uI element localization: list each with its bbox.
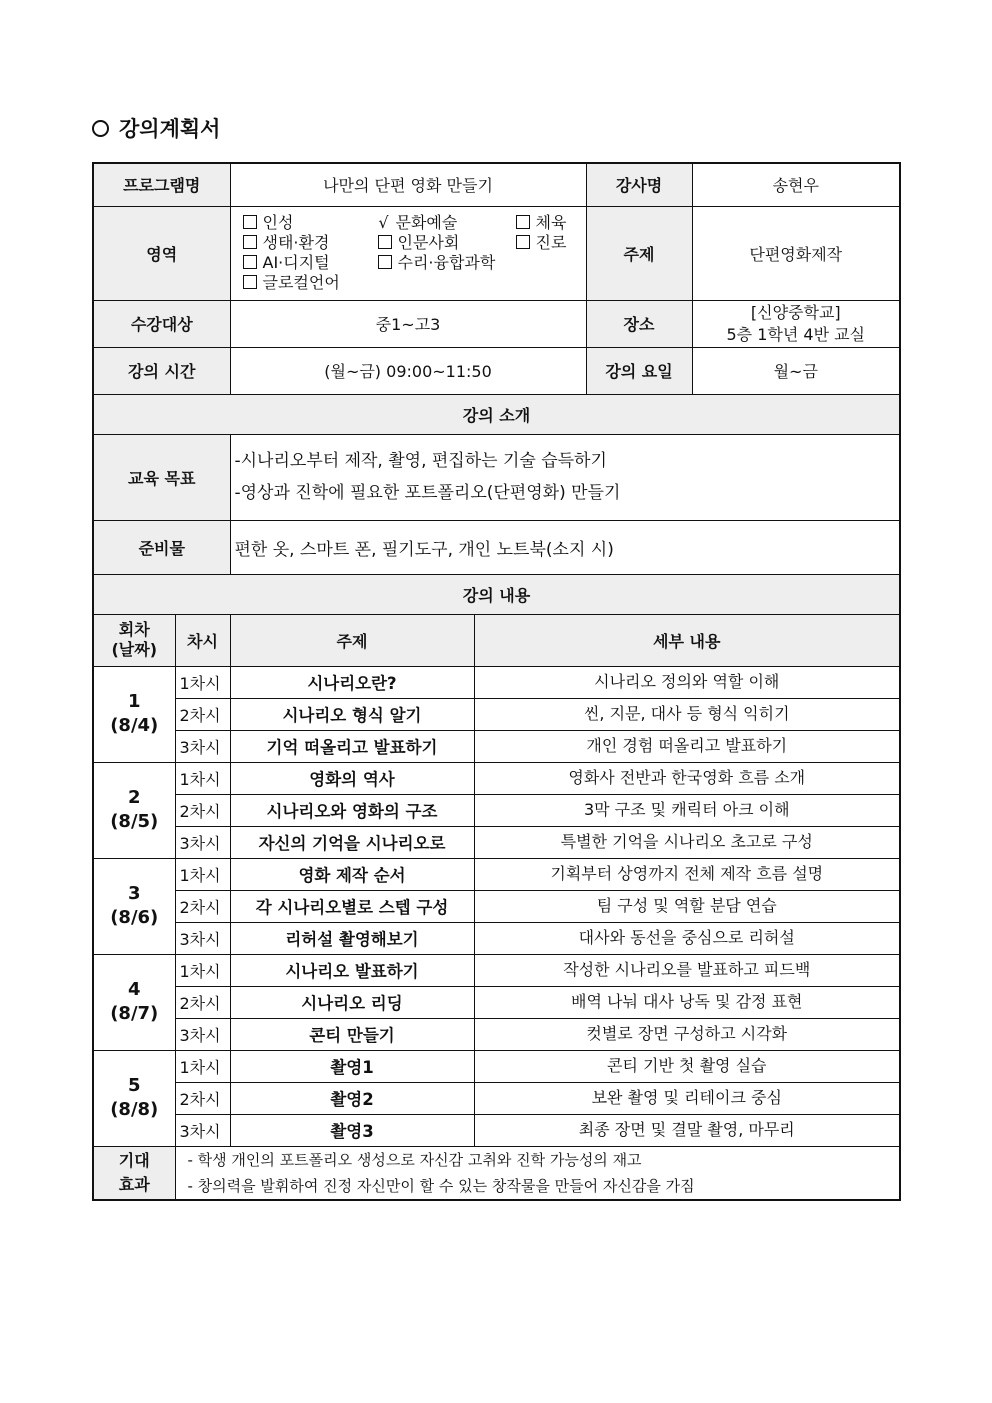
table-row: [93, 1114, 900, 1146]
goal-label: 교육 목표: [93, 434, 230, 520]
detail-cell: 최종 장면 및 결말 촬영, 마무리: [474, 1114, 900, 1146]
area-option-label: 진로: [535, 233, 567, 252]
area-label: 영역: [93, 206, 230, 300]
circle-bullet-icon: [92, 120, 109, 137]
detail-cell: 기획부터 상영까지 전체 제작 흐름 설명: [474, 858, 900, 890]
row-intro-heading: [93, 394, 900, 434]
row-area: [93, 206, 900, 300]
period-cell: 3차시: [175, 1114, 230, 1146]
target-value: 중1~고3: [230, 300, 586, 347]
session-number: 4: [127, 979, 141, 1000]
content-heading: 강의 내용: [93, 574, 900, 614]
detail-cell: 특별한 기억을 시나리오 초고로 구성: [474, 826, 900, 858]
row-content-columns: [93, 614, 900, 666]
materials-value: 편한 옷, 스마트 폰, 필기도구, 개인 노트북(소지 시): [230, 520, 900, 574]
area-option-label: 문화예술: [395, 213, 458, 232]
checkbox-icon: [516, 215, 530, 229]
goal-line-1: -시나리오부터 제작, 촬영, 편집하는 기술 습득하기: [234, 451, 607, 471]
day-value: 월~금: [692, 347, 900, 394]
row-materials: [93, 520, 900, 574]
target-label: 수강대상: [93, 300, 230, 347]
checkbox-icon: [243, 235, 257, 249]
lecture-plan-table: [92, 162, 901, 1201]
detail-cell: 보완 촬영 및 리테이크 중심: [474, 1082, 900, 1114]
goal-content: [230, 434, 900, 520]
row-time: [93, 347, 900, 394]
instructor-name: 송현우: [692, 163, 900, 206]
table-row: [93, 826, 900, 858]
area-option-label: 생태·환경: [262, 233, 330, 252]
checkbox-icon: [516, 235, 530, 249]
session-cell: [93, 954, 175, 1050]
topic-cell: 촬영1: [230, 1050, 474, 1082]
session-date: (8/7): [110, 1003, 159, 1024]
row-content-heading: [93, 574, 900, 614]
instructor-label: 강사명: [586, 163, 692, 206]
detail-cell: 컷별로 장면 구성하고 시각화: [474, 1018, 900, 1050]
page-title: [92, 113, 220, 143]
row-effect: [93, 1146, 900, 1200]
session-number: 3: [127, 883, 141, 904]
goal-line-2: -영상과 진학에 필요한 포트폴리오(단편영화) 만들기: [234, 483, 621, 503]
row-program: [93, 163, 900, 206]
page-title-text: 강의계획서: [119, 117, 221, 141]
area-option-label: 수리·융합과학: [397, 253, 496, 272]
area-option: [243, 213, 378, 233]
checkbox-icon: [378, 255, 392, 269]
area-option-label: AI·디지털: [262, 253, 330, 272]
period-cell: 3차시: [175, 922, 230, 954]
period-cell: 2차시: [175, 890, 230, 922]
table-row: [93, 922, 900, 954]
materials-label: 준비물: [93, 520, 230, 574]
detail-cell: 3막 구조 및 캐릭터 아크 이해: [474, 794, 900, 826]
session-cell: [93, 858, 175, 954]
area-option: [378, 233, 516, 253]
period-cell: 1차시: [175, 666, 230, 698]
area-option: [243, 233, 378, 253]
session-number: 5: [127, 1075, 141, 1096]
table-row: [93, 794, 900, 826]
session-cell: [93, 1050, 175, 1146]
table-row: [93, 1018, 900, 1050]
effect-label: [93, 1146, 175, 1200]
topic-cell: 각 시나리오별로 스텝 구성: [230, 890, 474, 922]
period-cell: 3차시: [175, 730, 230, 762]
table-row: [93, 1050, 900, 1082]
area-checkbox-grid: [231, 213, 586, 293]
detail-cell: 대사와 동선을 중심으로 리허설: [474, 922, 900, 954]
topic-cell: 촬영3: [230, 1114, 474, 1146]
effect-label-1: 기대: [118, 1150, 150, 1170]
period-cell: 3차시: [175, 1018, 230, 1050]
checkbox-icon: [243, 275, 257, 289]
effect-line-2: - 창의력을 발휘하여 진정 자신만이 할 수 있는 창작물을 만들어 자신감을 가짐: [187, 1176, 695, 1195]
checkmark-icon: √: [378, 213, 389, 232]
table-row: [93, 954, 900, 986]
col-session-text: 회차: [118, 620, 150, 639]
area-option-label: 인성: [262, 213, 294, 232]
period-cell: 1차시: [175, 858, 230, 890]
detail-cell: 개인 경험 떠올리고 발표하기: [474, 730, 900, 762]
period-cell: 2차시: [175, 794, 230, 826]
period-cell: 2차시: [175, 698, 230, 730]
area-option-label: 체육: [535, 213, 567, 232]
area-option: [378, 213, 516, 233]
area-option: [243, 253, 378, 273]
topic-label: 주제: [586, 206, 692, 300]
session-number: 2: [127, 787, 141, 808]
time-label: 강의 시간: [93, 347, 230, 394]
area-option: [378, 253, 516, 273]
period-cell: 1차시: [175, 1050, 230, 1082]
detail-cell: 시나리오 정의와 역할 이해: [474, 666, 900, 698]
table-row: [93, 762, 900, 794]
topic-value: 단편영화제작: [692, 206, 900, 300]
col-detail-header: 세부 내용: [474, 614, 900, 666]
table-row: [93, 986, 900, 1018]
period-cell: 2차시: [175, 986, 230, 1018]
detail-cell: 팀 구성 및 역할 분담 연습: [474, 890, 900, 922]
col-session-header: [93, 614, 175, 666]
period-cell: 2차시: [175, 1082, 230, 1114]
day-label: 강의 요일: [586, 347, 692, 394]
session-cell: [93, 666, 175, 762]
table-row: [93, 1082, 900, 1114]
table-row: [93, 730, 900, 762]
place-line-2: 5층 1학년 4반 교실: [726, 324, 866, 344]
area-options: [230, 206, 586, 300]
detail-cell: 씬, 지문, 대사 등 형식 익히기: [474, 698, 900, 730]
topic-cell: 시나리오 형식 알기: [230, 698, 474, 730]
area-option: [516, 233, 586, 253]
effect-content: [175, 1146, 900, 1200]
detail-cell: 배역 나눠 대사 낭독 및 감정 표현: [474, 986, 900, 1018]
area-option-label: 인문사회: [397, 233, 460, 252]
row-goal: [93, 434, 900, 520]
topic-cell: 콘티 만들기: [230, 1018, 474, 1050]
detail-cell: 작성한 시나리오를 발표하고 피드백: [474, 954, 900, 986]
col-period-header: 차시: [175, 614, 230, 666]
place-value: [692, 300, 900, 347]
table-row: [93, 890, 900, 922]
session-cell: [93, 762, 175, 858]
topic-cell: 자신의 기억을 시나리오로: [230, 826, 474, 858]
topic-cell: 리허설 촬영해보기: [230, 922, 474, 954]
place-line-1: [신양중학교]: [750, 302, 841, 322]
topic-cell: 시나리오란?: [230, 666, 474, 698]
session-number: 1: [127, 691, 141, 712]
detail-cell: 영화사 전반과 한국영화 흐름 소개: [474, 762, 900, 794]
session-date: (8/6): [110, 907, 159, 928]
effect-label-2: 효과: [118, 1174, 150, 1194]
session-date: (8/5): [110, 811, 159, 832]
topic-cell: 촬영2: [230, 1082, 474, 1114]
row-target: [93, 300, 900, 347]
session-date: (8/8): [110, 1099, 159, 1120]
checkbox-icon: [243, 255, 257, 269]
area-option-label: 글로컬언어: [262, 273, 340, 292]
topic-cell: 기억 떠올리고 발표하기: [230, 730, 474, 762]
detail-cell: 콘티 기반 첫 촬영 실습: [474, 1050, 900, 1082]
topic-cell: 시나리오 리딩: [230, 986, 474, 1018]
period-cell: 1차시: [175, 762, 230, 794]
topic-cell: 시나리오와 영화의 구조: [230, 794, 474, 826]
intro-heading: 강의 소개: [93, 394, 900, 434]
period-cell: 1차시: [175, 954, 230, 986]
table-row: [93, 698, 900, 730]
time-value: (월~금) 09:00~11:50: [230, 347, 586, 394]
table-row: [93, 666, 900, 698]
col-topic-header: 주제: [230, 614, 474, 666]
period-cell: 3차시: [175, 826, 230, 858]
checkbox-icon: [243, 215, 257, 229]
program-label: 프로그램명: [93, 163, 230, 206]
topic-cell: 시나리오 발표하기: [230, 954, 474, 986]
area-option: [243, 273, 378, 293]
checkbox-icon: [378, 235, 392, 249]
program-name: 나만의 단편 영화 만들기: [230, 163, 586, 206]
area-option: [516, 253, 586, 273]
session-date: (8/4): [110, 715, 159, 736]
table-row: [93, 858, 900, 890]
topic-cell: 영화 제작 순서: [230, 858, 474, 890]
col-date-text: (날짜): [111, 640, 158, 659]
effect-line-1: - 학생 개인의 포트폴리오 생성으로 자신감 고취와 진학 가능성의 재고: [187, 1150, 642, 1169]
area-option: [516, 213, 586, 233]
topic-cell: 영화의 역사: [230, 762, 474, 794]
place-label: 장소: [586, 300, 692, 347]
